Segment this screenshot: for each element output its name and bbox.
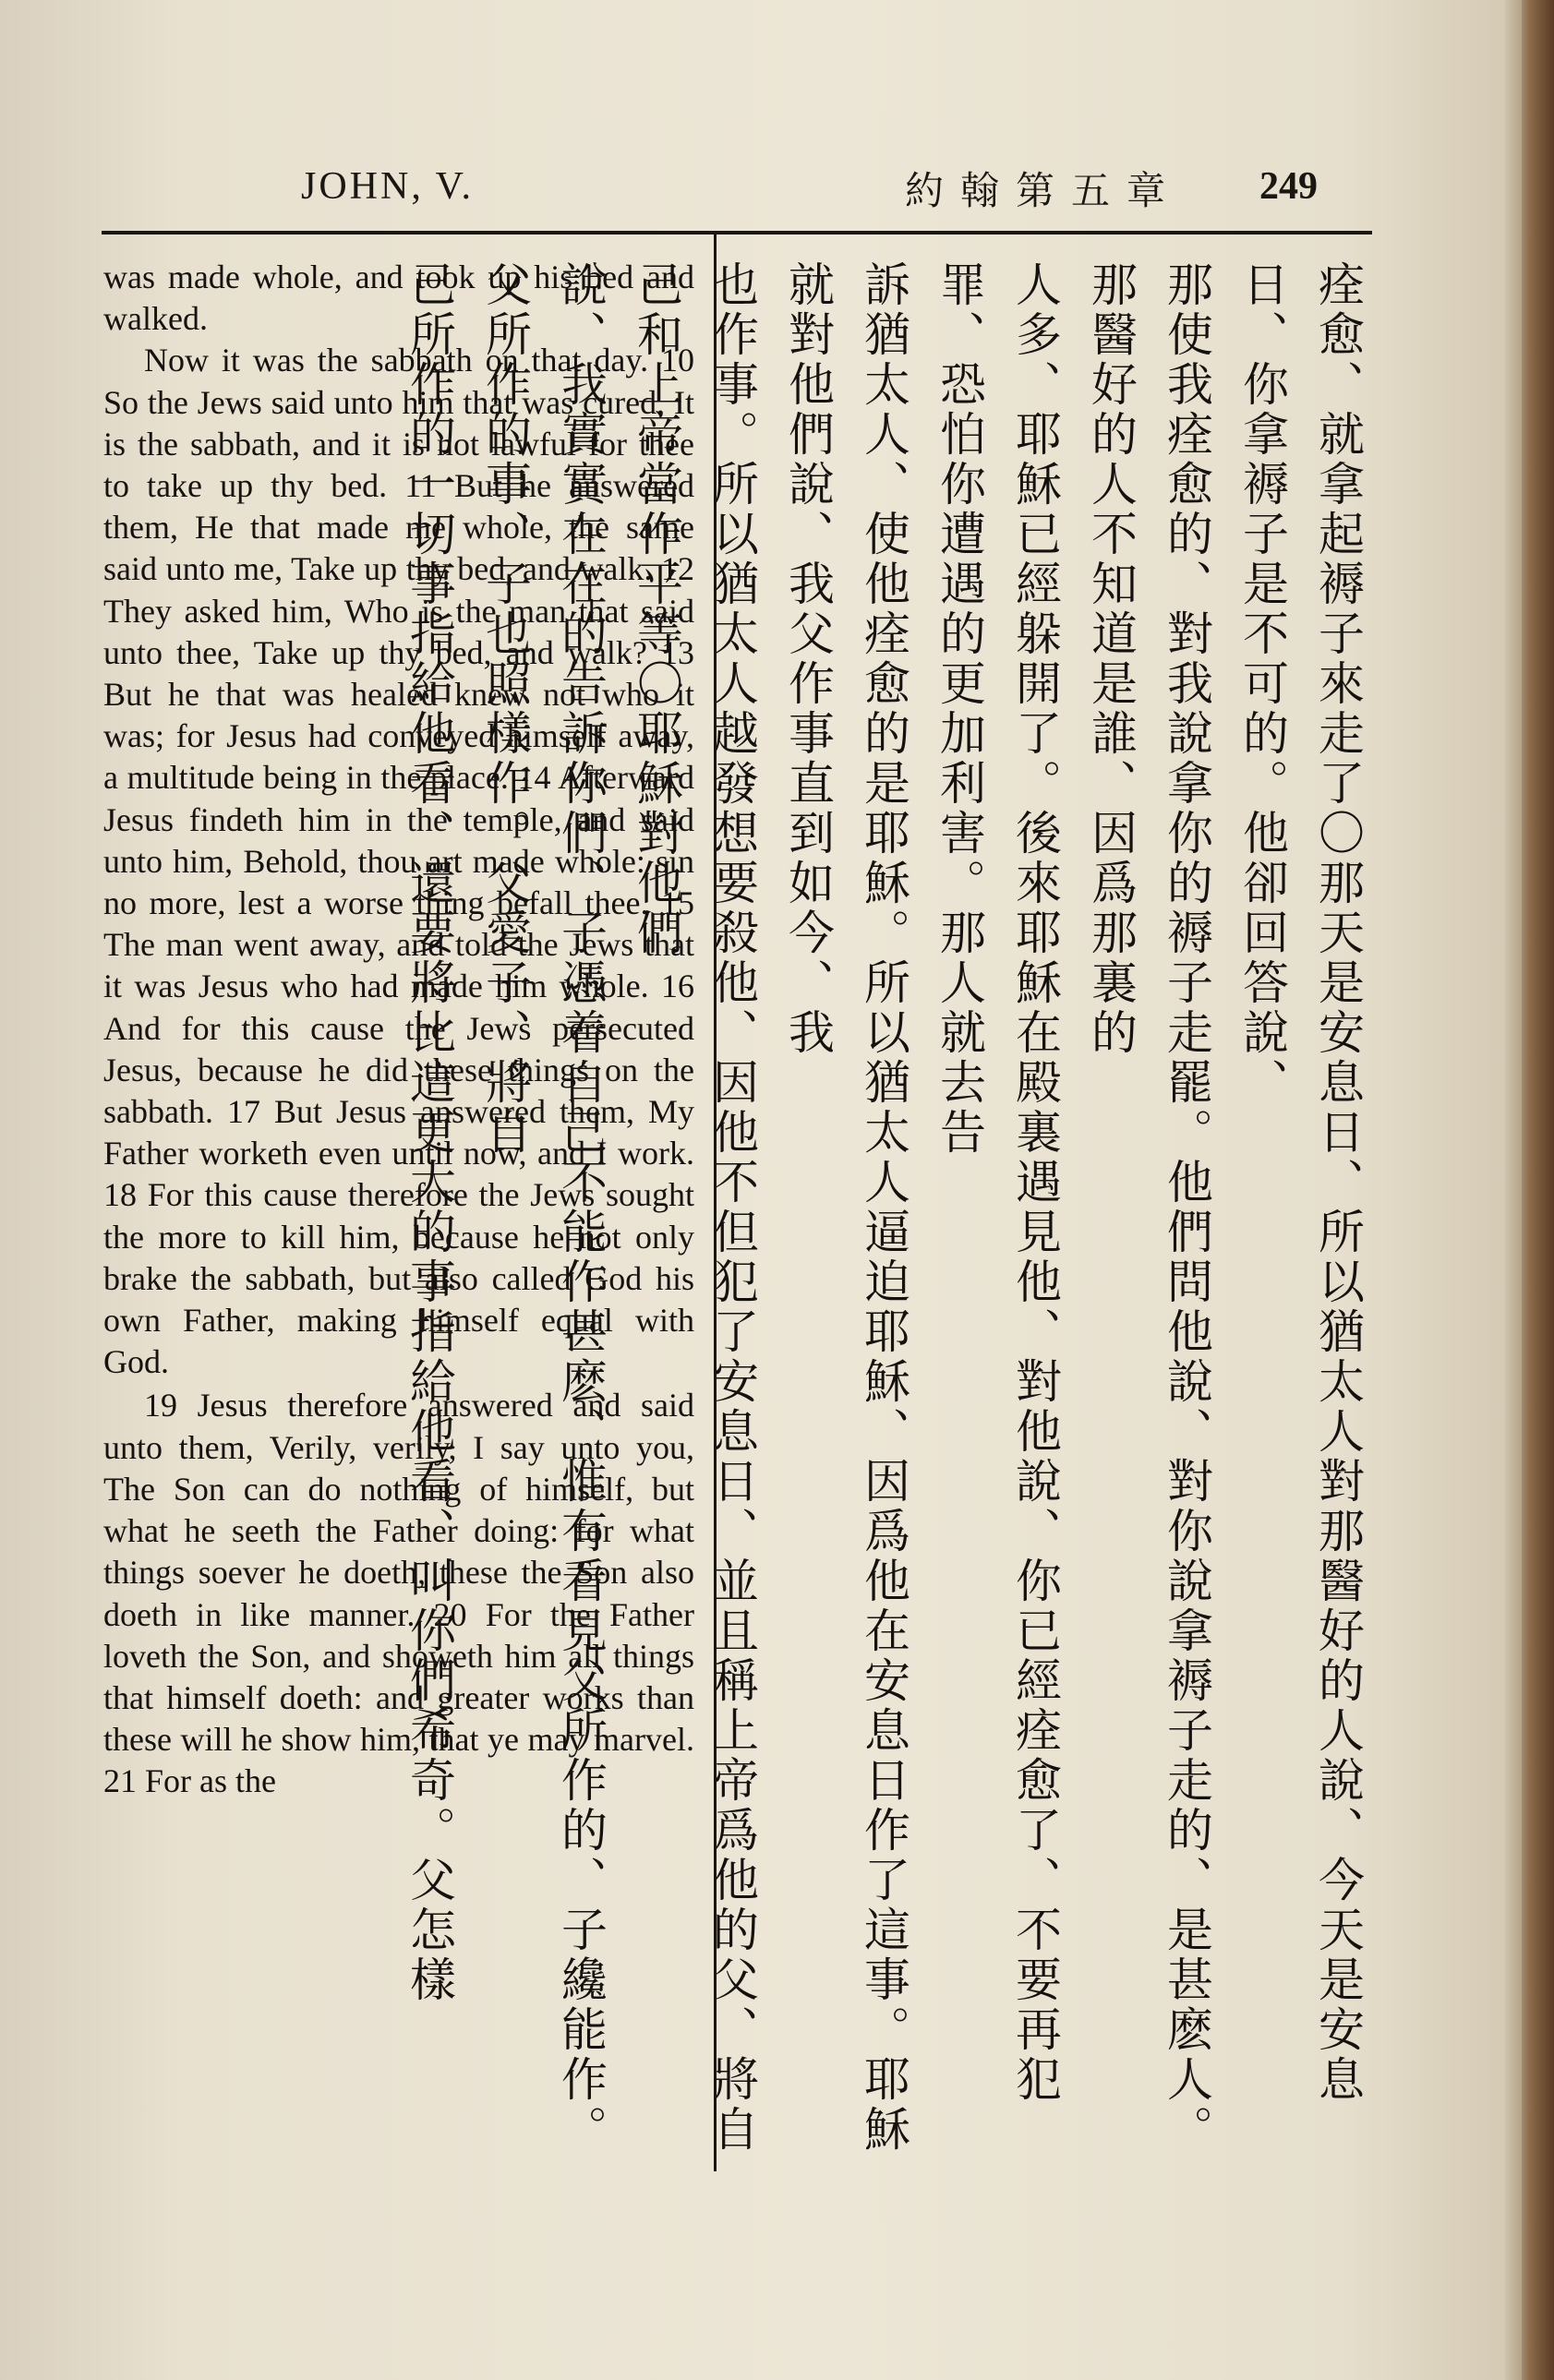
english-paragraph-1: was made whole, and took up his bed and walked.: [103, 258, 694, 338]
chinese-chapter-heading: 約翰第五章: [905, 168, 1183, 213]
page-stack-edge: [1505, 0, 1522, 2380]
header-rule: [102, 231, 1372, 234]
chinese-line-3: 人多、耶穌已經躲開了。後來耶穌在殿裏遇見他、對他說、你已經痊愈了、不要再犯罪、恐怕你遭遇的更加利害。那人就去告: [933, 260, 1062, 2105]
english-paragraph-3: 19 Jesus therefore answered and said unto them, Verily, verily, I say unto you, The Son can do nothing of himself, but what he seeth the Father doing: for what things soever he doeth, these the Son also doeth in like manner. 20 For the Father loveth the Son, and showeth him all things that himself doeth: and greater works than these will he show him, that ye may marvel. 21 For as the: [103, 1387, 694, 1800]
book-chapter-heading: JOHN, V.: [301, 165, 474, 208]
chinese-line-7: 己所作的一切事指給他看、還要將比這更大的事指給他看、叫你們希奇。父怎樣: [403, 260, 456, 2005]
english-paragraph-2: Now it was the sabbath on that day. 10 So the Jews said unto him that was cured, It is the sabbath, and it is not lawful for thee to take up thy bed. 11 But he answered them, He that made me whole, the same said unto me, Take up thy bed, and walk. 12 They asked him, Who is the man that said unto thee, Take up thy bed, and walk? 13 But he that was healed knew not who it was; for Jesus had conveyed himself away, a multitude being in the place. 14 Afterward Jesus findeth him in the temple, and said unto him, Behold, thou art made whole: sin no more, lest a worse thing befall thee. 15 The man went away, and told the Jews that it was Jesus who had made him whole. 16 And for this cause the Jews persecuted Jesus, because he did these things on the sabbath. 17 But Jesus answered them, My Father worketh even until now, and I work. 18 For this cause therefore the Jews sought the more to kill him, because he not only brake the sabbath, but also called God his own Father, making himself equal with God.: [103, 342, 694, 1381]
page-number: 249: [1259, 165, 1318, 208]
running-head: [102, 164, 1339, 220]
chinese-line-4: 訴猶太人、使他痊愈的是耶穌。所以猶太人逼迫耶穌、因爲他在安息日作了這事。耶穌就對他們說、我父作事直到如今、我: [781, 260, 910, 2155]
chinese-column: [403, 260, 1376, 2171]
chinese-line-5: 也作事。所以猶太人越發想要殺他、因他不但犯了安息日、並且稱上帝爲他的父、將自己和上帝當作平等〇耶穌對他們: [630, 260, 759, 2155]
chinese-line-1: 痊愈、就拿起褥子來走了〇那天是安息日、所以猶太人對那醫好的人說、今天是安息日、你拿褥子是不可的。他卻回答說、: [1235, 260, 1365, 2105]
chinese-line-2: 那使我痊愈的、對我說拿你的褥子走罷。他們問他說、對你說拿褥子走的、是甚麽人。那醫好的人不知道是誰、因爲那裏的: [1084, 260, 1213, 2155]
chinese-line-6: 說、我實實在在的告訴你們、子憑着自己不能作甚麽、惟有看見父所作的、子纔能作。父所作的事、子也照樣作。父愛子、將自: [478, 260, 608, 2155]
